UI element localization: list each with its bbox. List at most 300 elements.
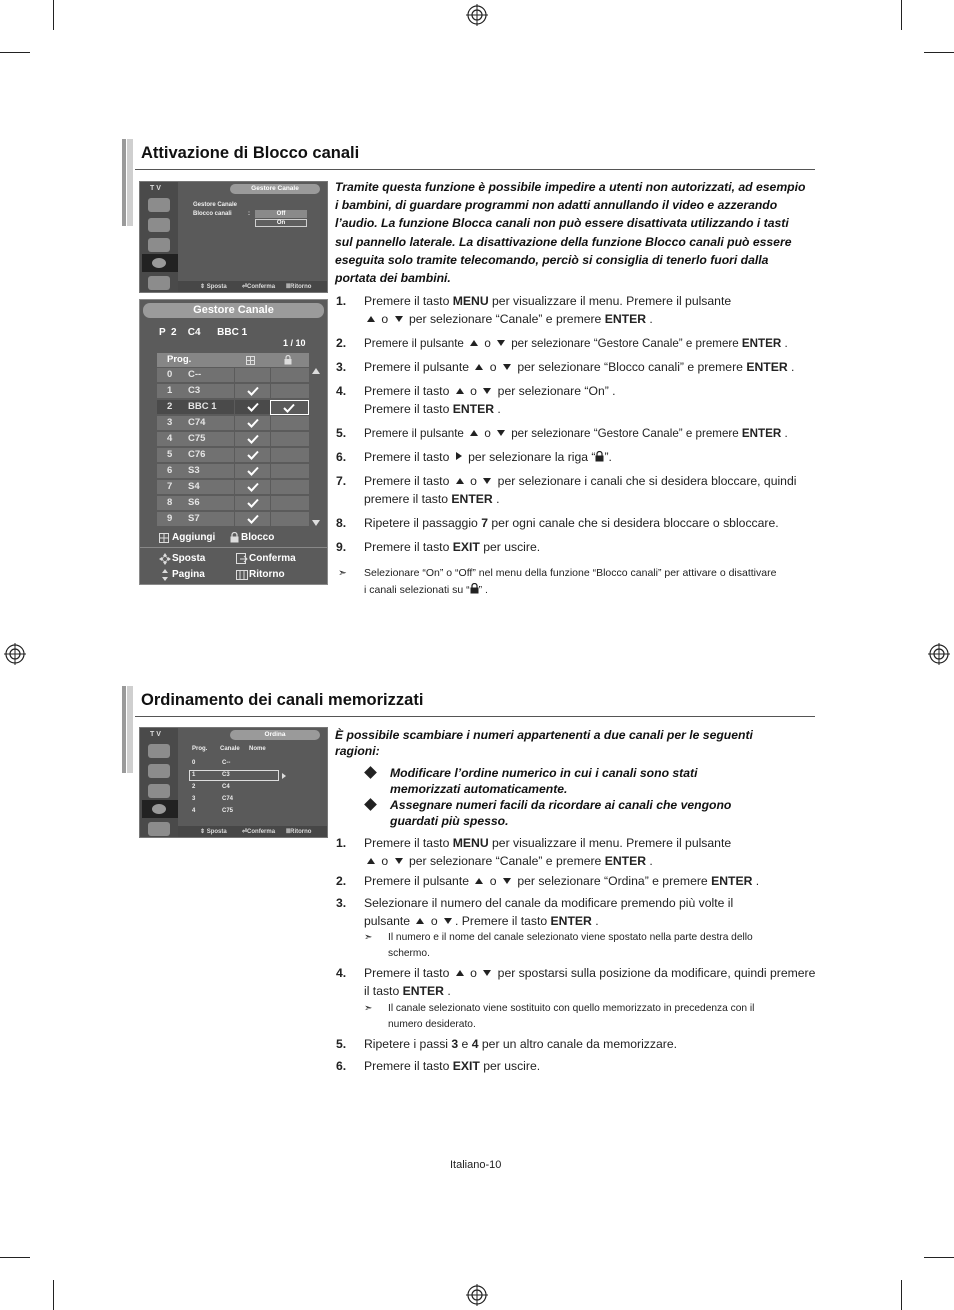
tv-menu-screenshot	[139, 727, 328, 838]
step-line	[364, 311, 816, 329]
menu-item-blocco: Blocco canali	[193, 211, 232, 217]
step-line	[364, 965, 816, 983]
bullet-item	[366, 765, 806, 797]
row-name: C75	[188, 433, 206, 444]
step-number: 3.	[336, 896, 347, 910]
step-line	[364, 359, 816, 377]
table-row[interactable]	[157, 367, 309, 382]
step-line	[364, 539, 816, 557]
text: per selezionare “Ordina” e premere	[513, 874, 712, 888]
lock-cell[interactable]	[270, 432, 309, 447]
check-icon	[247, 450, 259, 460]
row-number: 4	[167, 433, 173, 444]
row-name: C--	[188, 369, 202, 380]
table-row[interactable]	[157, 399, 309, 414]
row-channel: C4	[222, 784, 230, 790]
section-rule	[135, 169, 815, 170]
lock-cell[interactable]	[270, 512, 309, 527]
row-channel: C75	[222, 808, 234, 814]
step-item	[336, 473, 816, 513]
row-name: C74	[188, 417, 206, 428]
text: per selezionare “Blocco canali” e premere	[513, 360, 747, 374]
block-label: Blocco	[241, 532, 275, 543]
intro-line: È possibile scambiare i numeri appartenenti a due canali per le seguenti	[335, 728, 753, 742]
text: Premere il pulsante	[364, 337, 468, 350]
arrow-down-icon	[497, 340, 505, 346]
bullet-line: guardati più spesso.	[390, 814, 509, 828]
table-row[interactable]	[157, 415, 309, 430]
section-title: Ordinamento dei canali memorizzati	[141, 691, 424, 709]
step-number: 5.	[336, 426, 347, 440]
text: Selezionare il numero del canale da modificare premendo più volte il	[364, 896, 734, 910]
move-label: Sposta	[172, 553, 206, 564]
row-name: S4	[188, 481, 200, 492]
add-cell[interactable]	[234, 368, 270, 383]
col-nome: Nome	[249, 746, 266, 752]
step-number: 7.	[336, 474, 347, 488]
step-number: 9.	[336, 540, 347, 554]
add-cell[interactable]	[234, 464, 270, 479]
lock-cell[interactable]	[270, 480, 309, 495]
text: per selezionare “Gestore Canale” e premere	[508, 427, 742, 440]
tv-menu-title: Ordina	[230, 730, 320, 740]
step-number: 3.	[336, 360, 347, 374]
arrow-up-icon	[416, 918, 424, 924]
crop-mark	[901, 1280, 902, 1310]
intro-line: portata dei bambini.	[335, 271, 451, 286]
text: .	[787, 360, 795, 374]
check-icon	[283, 403, 295, 413]
key-label: ENTER	[451, 491, 493, 506]
row-number: 2	[167, 401, 173, 412]
text: .	[646, 311, 653, 326]
row-name: S6	[188, 497, 200, 508]
text: per visualizzare il menu. Premere il pulsante	[488, 836, 732, 850]
crop-mark	[53, 1280, 54, 1310]
crop-mark	[0, 1257, 30, 1258]
add-cell[interactable]	[234, 400, 270, 415]
text: per selezionare “Canale” e premere	[405, 853, 605, 868]
text: o	[481, 427, 494, 440]
step-number: 4.	[336, 384, 347, 398]
add-cell[interactable]	[234, 512, 270, 527]
row-channel: C74	[222, 796, 234, 802]
step-text	[364, 895, 816, 930]
col-prog: Prog.	[167, 354, 192, 365]
lock-cell[interactable]	[270, 400, 309, 415]
setup-icon	[148, 784, 170, 798]
page-footer: Italiano-10	[450, 1159, 502, 1171]
text: .	[591, 913, 599, 928]
add-cell[interactable]	[234, 432, 270, 447]
text: per selezionare “On” .	[494, 384, 616, 398]
tv-sidebar	[140, 182, 178, 292]
option-on: On	[255, 219, 307, 227]
text: e	[458, 1037, 472, 1051]
step-line	[364, 913, 816, 931]
arrow-down-icon	[503, 878, 511, 884]
lock-icon	[470, 583, 479, 594]
lock-icon	[230, 532, 239, 543]
step-number: 6.	[336, 450, 347, 464]
note-arrow-icon: ➣	[364, 932, 373, 943]
arrow-up-icon	[475, 364, 483, 370]
note	[338, 565, 816, 605]
section-title: Attivazione di Blocco canali	[141, 144, 360, 162]
table-header	[157, 353, 309, 367]
step-number: 1.	[336, 294, 347, 308]
row-number: 1	[192, 772, 196, 778]
row-number: 6	[167, 465, 173, 476]
bullet-line: memorizzati automaticamente.	[390, 782, 568, 796]
col-prog: Prog.	[192, 746, 208, 752]
key-label: EXIT	[452, 1059, 480, 1073]
text: Premere il pulsante	[364, 427, 468, 440]
text: o	[481, 337, 494, 350]
add-cell[interactable]	[234, 480, 270, 495]
row-name: C3	[188, 385, 201, 396]
step-line	[364, 895, 816, 913]
text: ”.	[604, 450, 612, 464]
row-number: 3	[167, 417, 173, 428]
text: .	[781, 427, 788, 440]
text: o	[378, 853, 392, 868]
row-name: BBC 1	[188, 401, 217, 412]
step-line	[364, 835, 816, 853]
arrow-up-icon	[367, 316, 375, 322]
step-text	[364, 1058, 816, 1076]
text: Ripetere i passi	[364, 1037, 452, 1051]
step-line	[364, 1036, 816, 1054]
tv-footer	[178, 826, 327, 837]
arrow-down-icon	[497, 430, 505, 436]
tv-footer	[178, 281, 327, 292]
key-label: ENTER	[604, 311, 647, 326]
picture-icon	[148, 744, 170, 758]
text: pulsante	[364, 913, 414, 928]
add-label: Aggiungi	[172, 532, 216, 543]
step-line	[364, 383, 816, 401]
footer-move: ⇕ Sposta	[200, 284, 227, 290]
key-label: ENTER	[402, 983, 444, 998]
check-icon	[247, 402, 259, 412]
text: Premere il pulsante	[364, 874, 473, 888]
input-icon	[148, 276, 170, 290]
step-item	[336, 293, 816, 333]
page-indicator: 1 / 10	[283, 338, 306, 348]
option-off: Off	[255, 210, 307, 218]
picture-icon	[148, 198, 170, 212]
diamond-bullet-icon	[364, 798, 377, 811]
arrow-right-icon	[456, 452, 462, 460]
menu-colon: :	[248, 211, 250, 217]
arrow-up-icon	[470, 430, 478, 436]
tv-label: T V	[150, 185, 161, 192]
lock-cell[interactable]	[270, 464, 309, 479]
back-label: Ritorno	[249, 569, 285, 580]
add-cell[interactable]	[234, 448, 270, 463]
intro-line: sul pannello laterale. La disattivazione della funzione Blocco canali può essere	[335, 234, 792, 249]
table-row[interactable]	[157, 447, 309, 462]
page-icon	[159, 569, 171, 581]
key-label: 4	[471, 1037, 479, 1051]
row-number: 8	[167, 497, 173, 508]
arrow-down-icon	[483, 388, 491, 394]
row-name: S3	[188, 465, 200, 476]
note-line: schermo.	[388, 948, 430, 959]
note-arrow-icon: ➣	[364, 1003, 373, 1014]
channel-manager-screenshot	[139, 299, 328, 585]
check-icon	[247, 514, 259, 524]
step-text	[364, 293, 816, 328]
add-icon	[246, 356, 255, 365]
table-row[interactable]	[157, 463, 309, 478]
sound-icon	[148, 218, 170, 232]
row-number: 9	[167, 513, 173, 524]
row-channel: C--	[222, 760, 231, 766]
footer-confirm: ⏎Conferma	[242, 829, 276, 835]
divider	[140, 547, 327, 548]
text: Premere il tasto	[364, 474, 453, 488]
key-label: ENTER	[604, 853, 647, 868]
intro-line: eseguita solo tramite telecomando, perciò si consiglia di tenerlo fuori dalla	[335, 252, 769, 267]
scroll-up-icon[interactable]	[312, 368, 320, 374]
note-text	[388, 1001, 804, 1033]
note-line: numero desiderato.	[388, 1019, 476, 1030]
text: Premere il tasto	[364, 450, 453, 464]
step-item	[336, 383, 816, 423]
step-number: 1.	[336, 836, 347, 850]
confirm-label: Conferma	[249, 553, 296, 564]
text: per visualizzare il menu. Premere il pulsante	[488, 294, 732, 308]
arrow-down-icon	[503, 364, 511, 370]
step-text	[364, 425, 816, 443]
text: per selezionare “Gestore Canale” e premere	[508, 337, 742, 350]
step-line	[364, 1058, 816, 1076]
scroll-down-icon[interactable]	[312, 520, 320, 526]
row-name: C76	[188, 449, 206, 460]
check-icon	[247, 482, 259, 492]
bullet-line: Modificare l’ordine numerico in cui i canali sono stati	[390, 766, 698, 780]
sound-icon	[148, 764, 170, 778]
crop-mark	[924, 1257, 954, 1258]
add-cell[interactable]	[234, 416, 270, 431]
table-row[interactable]	[157, 495, 309, 510]
current-channel: P 2 C4 BBC 1	[159, 327, 248, 338]
add-cell[interactable]	[234, 496, 270, 511]
text: .	[646, 853, 653, 868]
row-number: 4	[192, 808, 196, 814]
key-label: ENTER	[452, 401, 495, 416]
row-number: 0	[192, 760, 196, 766]
row-number: 2	[192, 784, 196, 790]
row-number: 1	[167, 385, 173, 396]
input-icon	[148, 822, 170, 836]
arrow-up-icon	[470, 340, 478, 346]
lock-cell[interactable]	[270, 368, 309, 383]
check-icon	[247, 386, 259, 396]
intro-line: l’audio. La funzione Blocca canali non può essere disattivata utilizzando i tasti	[335, 216, 789, 231]
table-row[interactable]	[157, 431, 309, 446]
row-number: 0	[167, 369, 173, 380]
text: Premere il tasto	[364, 401, 453, 416]
step-line	[364, 853, 816, 871]
key-label: ENTER	[741, 337, 782, 350]
key-label: ENTER	[746, 360, 788, 374]
step-text	[364, 1036, 816, 1054]
step-text	[364, 515, 816, 533]
row-name: S7	[188, 513, 200, 524]
arrow-down-icon	[444, 918, 452, 924]
text: o	[486, 360, 500, 374]
text: per selezionare la riga “	[464, 450, 596, 464]
step-line	[364, 491, 816, 509]
step-text	[364, 539, 816, 557]
text: .	[752, 874, 760, 888]
section-rule	[135, 716, 815, 717]
text: o	[466, 966, 481, 980]
crop-mark	[901, 0, 902, 30]
key-label: ENTER	[741, 427, 782, 440]
lock-cell[interactable]	[270, 416, 309, 431]
text: Premere il tasto	[364, 384, 453, 398]
arrow-up-icon	[456, 388, 464, 394]
text: .	[494, 401, 501, 416]
arrow-up-icon	[367, 858, 375, 864]
section-accent-bar	[122, 139, 126, 226]
text: Premere il tasto	[364, 540, 453, 554]
step-number: 6.	[336, 1059, 347, 1073]
section-accent-bar	[127, 686, 133, 773]
bullet-item	[366, 797, 806, 829]
arrow-up-icon	[475, 878, 483, 884]
note-line: Il numero e il nome del canale selezionato viene spostato nella parte destra dello	[388, 932, 753, 943]
menu-item-gestore: Gestore Canale	[193, 202, 238, 208]
step-line	[364, 873, 816, 891]
table-row[interactable]	[157, 479, 309, 494]
text: per spostarsi sulla posizione da modificare, quindi premere	[494, 966, 816, 980]
step-text	[364, 835, 816, 870]
lock-cell[interactable]	[270, 496, 309, 511]
lock-icon	[284, 355, 292, 365]
arrow-down-icon	[483, 478, 491, 484]
row-number: 3	[192, 796, 196, 802]
registration-mark-icon	[928, 643, 950, 665]
step-number: 2.	[336, 336, 347, 350]
crop-mark	[53, 0, 54, 30]
crop-mark	[0, 52, 30, 53]
step-text	[364, 873, 816, 891]
text: per un altro canale da memorizzare.	[478, 1037, 677, 1051]
arrow-down-icon	[395, 316, 403, 322]
text: .	[781, 337, 788, 350]
text: o	[486, 874, 500, 888]
step-text	[364, 965, 816, 1000]
registration-mark-icon	[4, 643, 26, 665]
tv-menu-title: Gestore Canale	[230, 184, 320, 194]
arrow-right-icon	[282, 773, 286, 779]
step-number: 4.	[336, 966, 347, 980]
step-line	[364, 515, 816, 533]
channel-manager-title: Gestore Canale	[143, 303, 324, 318]
lock-cell[interactable]	[270, 448, 309, 463]
text: Ripetere il passaggio	[364, 516, 482, 530]
text: o	[466, 384, 481, 398]
text: il tasto	[364, 983, 403, 998]
check-icon	[247, 498, 259, 508]
text: .	[443, 983, 451, 998]
lock-cell[interactable]	[270, 384, 309, 399]
row-number: 7	[167, 481, 173, 492]
bullet-text	[390, 797, 806, 829]
step-text	[364, 473, 816, 508]
table-row[interactable]	[157, 511, 309, 526]
check-icon	[247, 434, 259, 444]
table-row[interactable]	[157, 383, 309, 398]
intro-line: i bambini, di guardare programmi non adatti annullando il video e azzerando	[335, 198, 778, 213]
intro-line: ragioni:	[335, 744, 380, 758]
add-icon	[159, 533, 169, 543]
row-number: 5	[167, 449, 173, 460]
key-label: MENU	[452, 836, 489, 850]
step-item	[336, 1058, 816, 1098]
arrow-down-icon	[395, 858, 403, 864]
step-text	[364, 335, 816, 353]
note-text-2: i canali selezionati su “ ” .	[364, 584, 488, 596]
add-cell[interactable]	[234, 384, 270, 399]
arrow-up-icon	[456, 478, 464, 484]
key-label: 3	[451, 1037, 459, 1051]
setup-icon	[148, 238, 170, 252]
text: per uscire.	[479, 1059, 541, 1073]
text: Premere il tasto	[364, 836, 453, 850]
bullet-line: Assegnare numeri facili da ricordare ai canali che vengono	[390, 798, 732, 812]
key-label: MENU	[452, 294, 489, 308]
note-arrow-icon: ➣	[338, 567, 347, 579]
move-icon	[159, 553, 171, 565]
tv-sidebar	[140, 728, 178, 837]
channel-icon	[142, 800, 178, 818]
section-accent-bar	[127, 139, 133, 226]
col-canale: Canale	[220, 746, 240, 752]
step-item	[336, 835, 816, 875]
return-icon	[236, 570, 248, 580]
step-item	[336, 895, 816, 935]
text: Premere il tasto	[364, 966, 453, 980]
footer-confirm: ⏎Conferma	[242, 284, 276, 290]
note-line: Il canale selezionato viene sostituito con quello memorizzato in precedenza con il	[388, 1003, 755, 1014]
step-text	[364, 359, 816, 377]
footer-move: ⇕ Sposta	[200, 829, 227, 835]
arrow-up-icon	[456, 970, 464, 976]
text: per ogni canale che si desidera bloccare o sbloccare.	[488, 516, 779, 530]
step-line	[364, 449, 816, 467]
check-icon	[247, 418, 259, 428]
step-text	[364, 383, 816, 418]
footer-back: ⅢRitorno	[286, 284, 312, 290]
step-line	[364, 335, 816, 353]
text: . Premere il tasto	[455, 913, 551, 928]
selection-box	[189, 770, 279, 781]
section-intro	[335, 178, 815, 287]
tv-panel	[178, 728, 327, 837]
text: o	[427, 913, 442, 928]
text: Premere il pulsante	[364, 360, 473, 374]
page-label: Pagina	[172, 569, 205, 580]
step-number: 8.	[336, 516, 347, 530]
row-channel: C3	[222, 772, 230, 778]
footer-back: ⅢRitorno	[286, 829, 312, 835]
